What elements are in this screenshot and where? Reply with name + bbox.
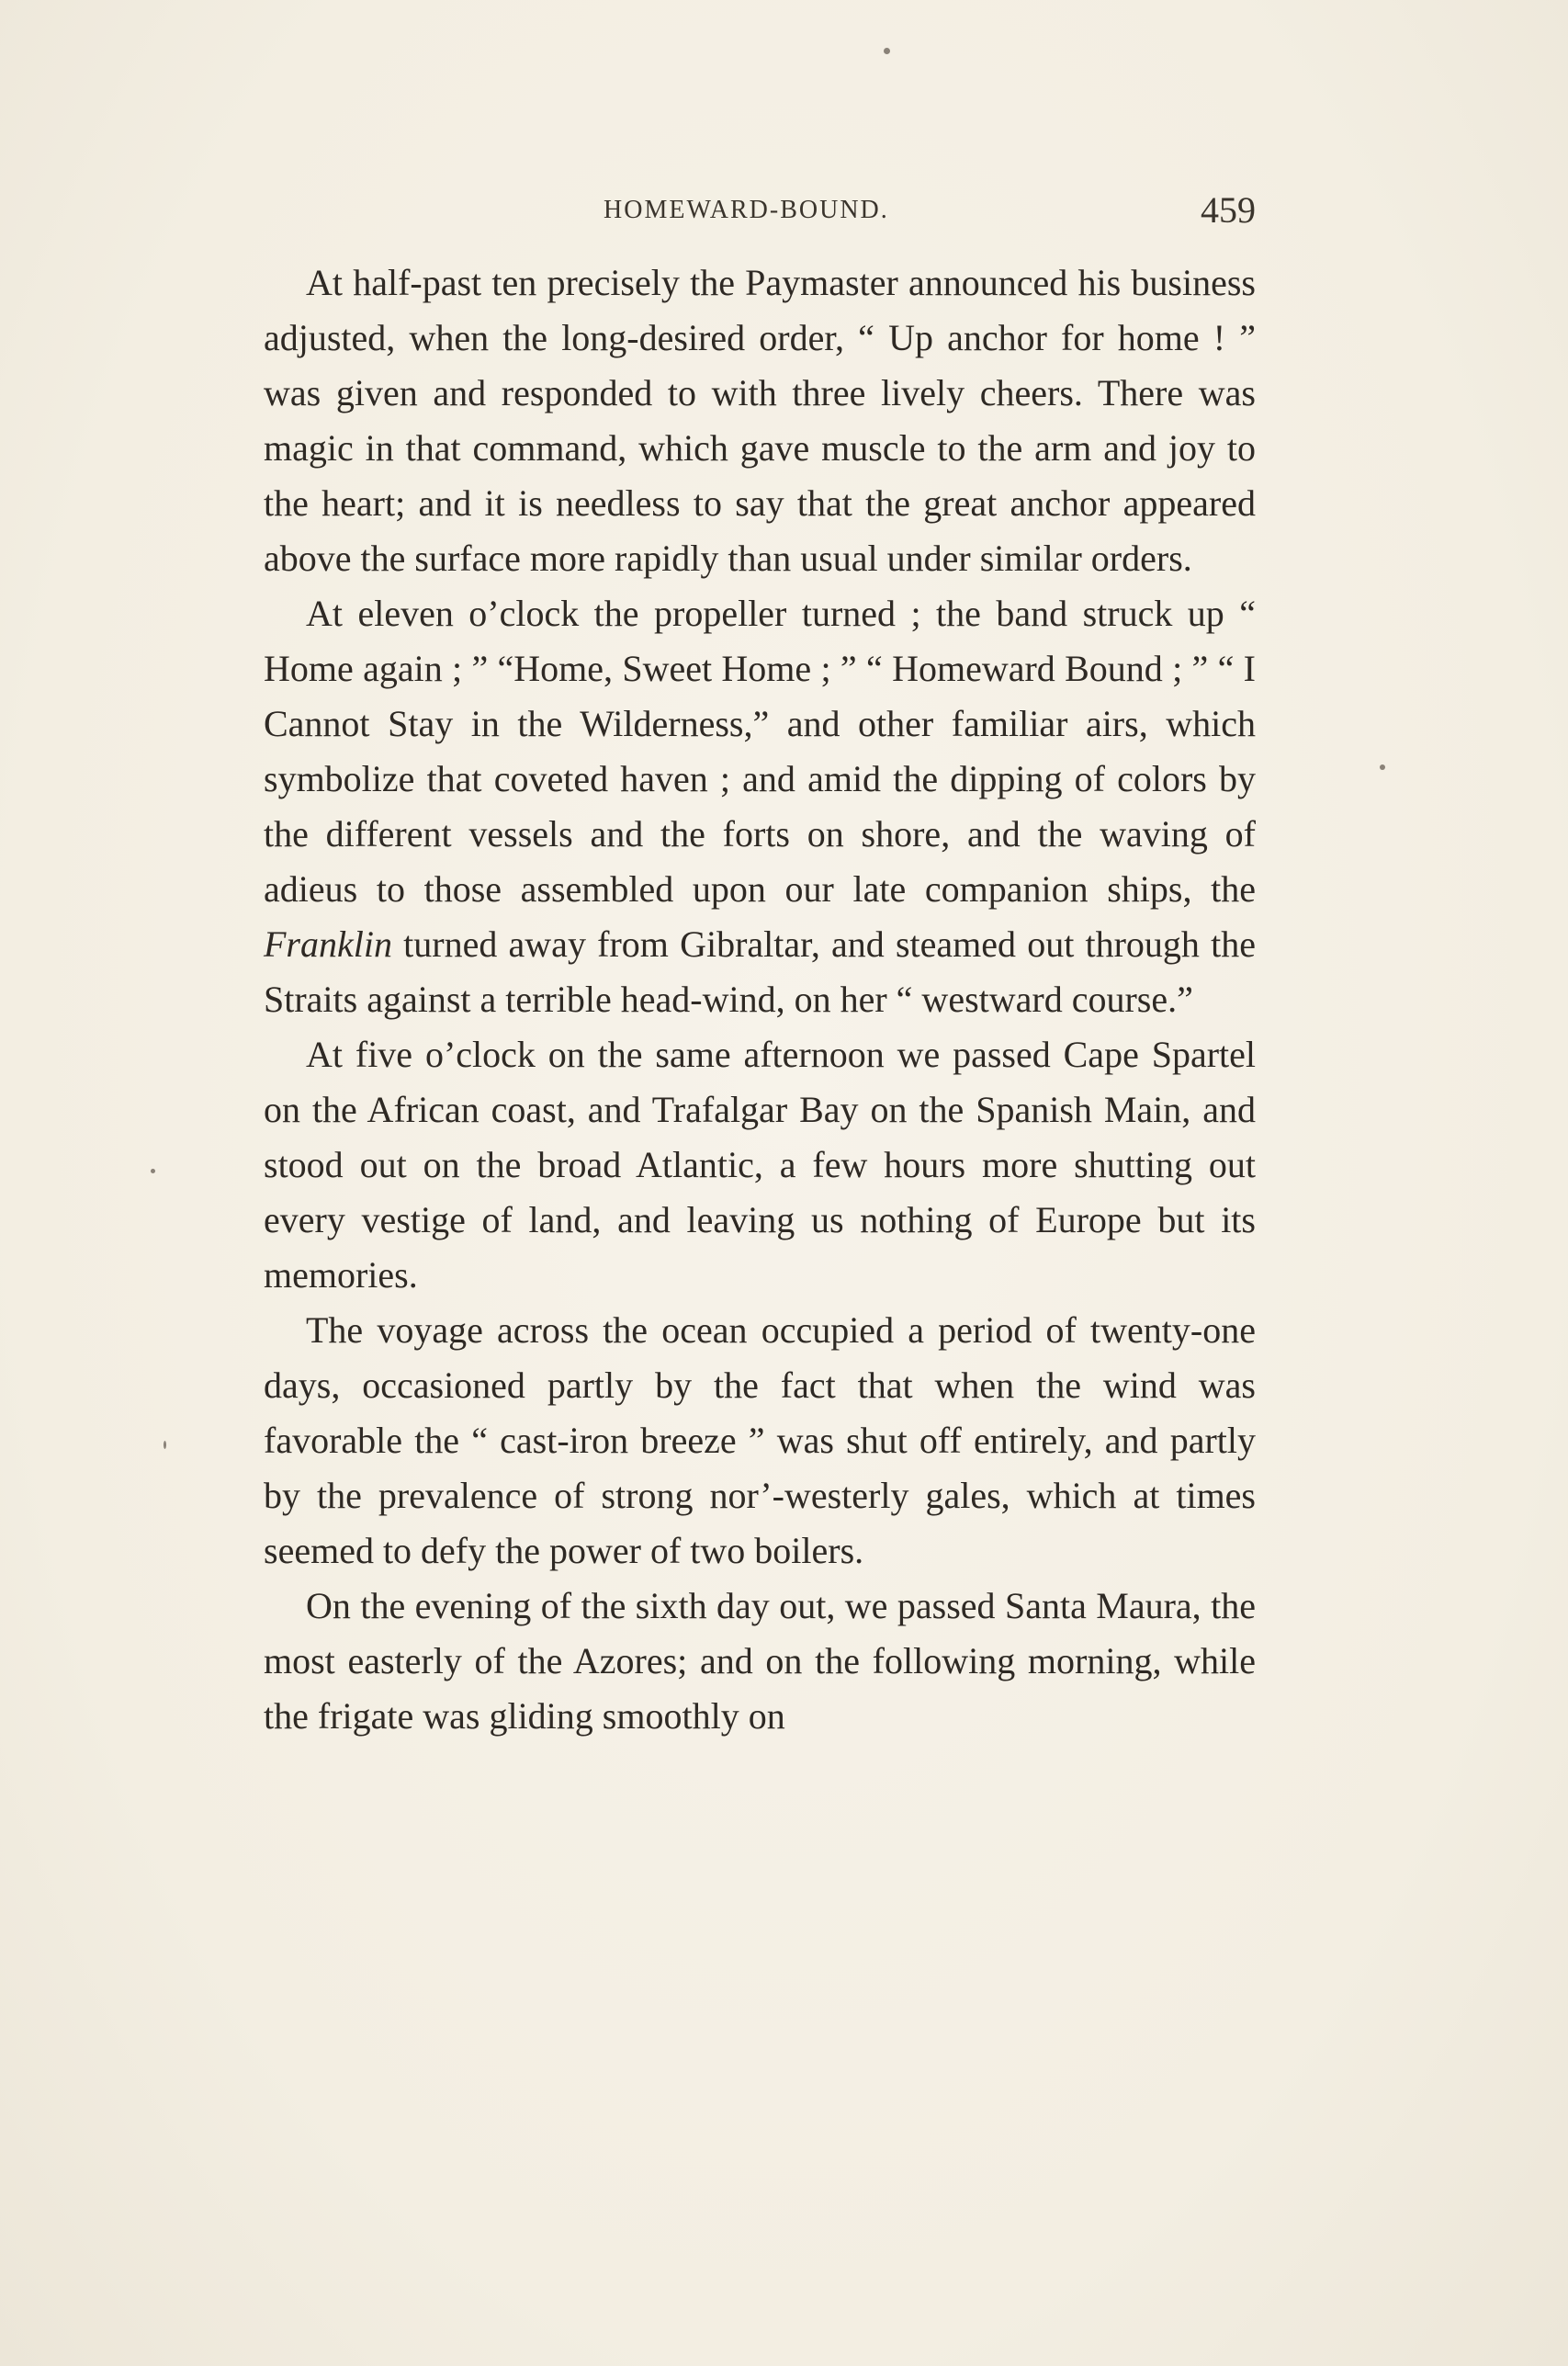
paragraph: At five o’clock on the same afternoon we passed Cape Spartel on the African coast, and Trafalgar Bay on the Spanish Main, and stood out on the broad Atlantic, a few hours more shutting out every vestige of land, and leaving us nothing of Europe but its memories.: [264, 1034, 1256, 1296]
paragraph: On the evening of the sixth day out, we passed Santa Maura, the most easterly of the Azores; and on the following morning, while the frigate was gliding smoothly on: [264, 1585, 1256, 1737]
ink-speck: [164, 1441, 166, 1449]
page-number: 459: [1201, 189, 1256, 231]
ink-speck: [1380, 764, 1385, 770]
page-header: [264, 188, 1256, 243]
body-text: [264, 255, 1256, 1744]
ink-speck: [151, 1169, 155, 1173]
paragraph: At half-past ten precisely the Paymaster announced his business adjusted, when the long-desired order, “ Up anchor for home ! ” was given and responded to with three lively cheers. There was magic in that command, which gave muscle to the arm and joy to the heart; and it is needless to say that the great anchor appeared above the surface more rapidly than usual under similar orders.: [264, 262, 1256, 579]
ink-speck: [884, 48, 890, 54]
ship-name: Franklin: [264, 923, 392, 965]
paragraph: The voyage across the ocean occupied a period of twenty-one days, occasioned partly by the fact that when the wind was favorable the “ cast-iron breeze ” was shut off entirely, and partly by the prevalence of strong nor’-westerly gales, which at times seemed to defy the power of two boilers.: [264, 1309, 1256, 1571]
running-title: HOMEWARD-BOUND.: [604, 196, 889, 224]
paragraph: At eleven o’clock the propeller turned ; the band struck up “ Home again ; ” “Home, Sweet Home ; ” “ Homeward Bound ; ” “ I Cannot Stay in the Wilderness,” and other familiar airs, which symbolize that coveted haven ; and amid the dipping of colors by the different vessels and the forts on shore, and the waving of adieus to those assembled upon our late companion ships, the Franklin turned away from Gibraltar, and steamed out through the Straits against a terrible head-wind, on her “ westward course.”: [264, 593, 1256, 1020]
